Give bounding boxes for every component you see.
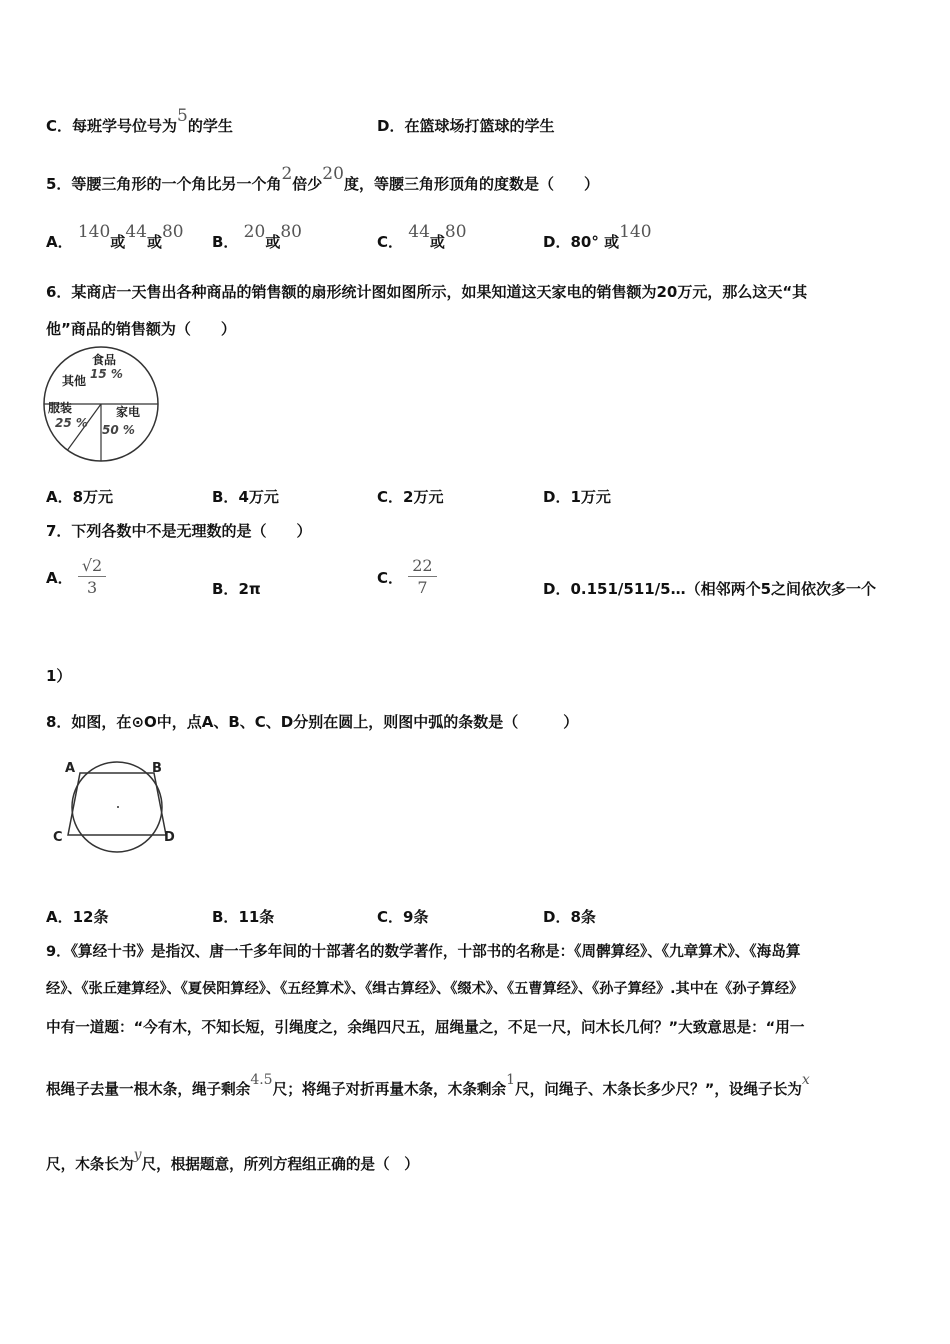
option-text: 1万元 [570,488,611,506]
slice-label-clothing: 服装 [48,401,73,415]
q8-option-c[interactable] [377,906,428,927]
math-variable: x [801,1072,810,1088]
q5-option-c[interactable]: C． 44或80 [377,222,467,251]
quadrilateral-abcd [68,773,166,835]
q6-stem-line1: 6．某商店一天售出各种商品的销售额的扇形统计图如图所示，如果知道这天家电的销售额为20万元，那么这天“其 [46,283,808,301]
slice-percent-food: 15 % [90,367,123,381]
option-label: D． [543,580,571,598]
fraction: $\frac{√2}{3}$ [78,556,106,599]
option-label: D． [543,233,571,251]
option-text: 4万元 [238,488,279,506]
q7-stem: 7．下列各数中不是无理数的是（ ） [46,522,312,540]
q8-option-d[interactable] [543,906,596,927]
option-text: 12条 [72,908,109,926]
q9-line2: 经》、《张丘建算经》、《夏侯阳算经》、《五经算术》、《缉古算经》、《缀术》、《五曹算经》、《孙子算经》.其中在《孙子算经》 [46,981,804,997]
option-label: C． [377,488,404,506]
q6-option-d[interactable] [543,486,611,507]
option-text: 0.151/511/5…（相邻两个5之间依次多一个 [570,580,877,598]
q9-line5: 尺，木条长为y尺，根据题意，所列方程组正确的是（ ） [46,1147,419,1173]
option-text: 9条 [403,908,429,926]
option-text: 的学生 [187,117,233,135]
q8-option-b[interactable] [212,906,274,927]
option-text: 在篮球场打篮球的学生 [404,117,555,135]
q6-option-a[interactable] [46,486,113,507]
q7-option-b[interactable] [212,578,261,599]
point-label-b: B [152,761,162,776]
pie-chart [40,342,165,467]
q7-option-c[interactable] [377,556,437,599]
option-label: B． [212,488,239,506]
option-text: 8万元 [72,488,114,506]
point-label-a: A [65,761,76,776]
point-label-c: C [53,830,63,845]
q8-stem: 8．如图，在⊙O中，点A、B、C、D分别在圆上，则图中弧的条数是（ ） [46,713,579,731]
option-text: 11条 [238,908,275,926]
option-label: A． [46,488,73,506]
option-label: B． [212,233,239,251]
slice-percent-appliance: 50 % [102,423,135,437]
q5-stem: 5．等腰三角形的一个角比另一个角2倍少20度，等腰三角形顶角的度数是（ ） [46,164,599,193]
option-label: A． [46,233,73,251]
center-point [117,806,119,808]
q9-line1: 9．《算经十书》是指汉、唐一千多年间的十部著名的数学著作，十部书的名称是：《周髀算经》、《九章算术》、《海岛算 [46,943,801,960]
option-text: 8条 [570,908,596,926]
q5-option-b[interactable]: B． 20或80 [212,222,302,251]
q9-line3: 中有一道题：“今有木，不知长短，引绳度之，余绳四尺五，屈绳量之，不足一尺，问木长几何？”大致意思是：“用一 [46,1019,805,1036]
option-label: B． [212,908,239,926]
q7-option-d-continued: 1） [46,667,72,685]
q7-option-d[interactable] [543,578,876,599]
option-text: 每班学号位号为 [72,117,178,135]
q7-option-a[interactable] [46,556,106,599]
option-label: C． [377,233,404,251]
option-text: 2π [238,580,261,598]
math-number: 20 [322,164,344,184]
option-label: A． [46,569,73,587]
point-label-d: D [164,830,175,845]
option-label: C． [377,908,404,926]
slice-label-food: 食品 [92,353,117,367]
q4-option-c[interactable] [46,106,233,136]
option-label: A． [46,908,73,926]
option-label: B． [212,580,239,598]
q6-stem-line2: 他”商品的销售额为（ ） [46,320,236,338]
q4-option-d[interactable] [377,115,554,136]
option-label: D． [377,117,405,135]
math-number: 1 [506,1072,516,1088]
math-number: 2 [281,164,293,184]
slice-label-other: 其他 [62,374,87,388]
q8-option-a[interactable] [46,906,108,927]
q5-option-d[interactable]: D．80° 或140 [543,222,652,251]
option-label: C． [377,569,404,587]
q6-option-b[interactable] [212,486,279,507]
math-number: 4.5 [250,1072,273,1088]
q9-line4: 根绳子去量一根木条，绳子剩余4.5尺；将绳子对折再量木条，木条剩余1尺，问绳子、木条长多少尺？”，设绳子长为x [46,1072,810,1098]
math-variable: y [133,1147,142,1163]
option-label: D． [543,908,571,926]
option-label: D． [543,488,571,506]
slice-percent-clothing: 25 % [55,416,88,430]
circle-figure [50,755,185,855]
fraction: $\frac{22}{7}$ [408,556,436,599]
math-number: 5 [177,106,188,126]
q6-option-c[interactable] [377,486,443,507]
option-text: 2万元 [403,488,444,506]
slice-label-appliance: 家电 [116,405,141,419]
q5-option-a[interactable]: A． 140或44或80 [46,222,184,251]
option-label: C． [46,117,73,135]
